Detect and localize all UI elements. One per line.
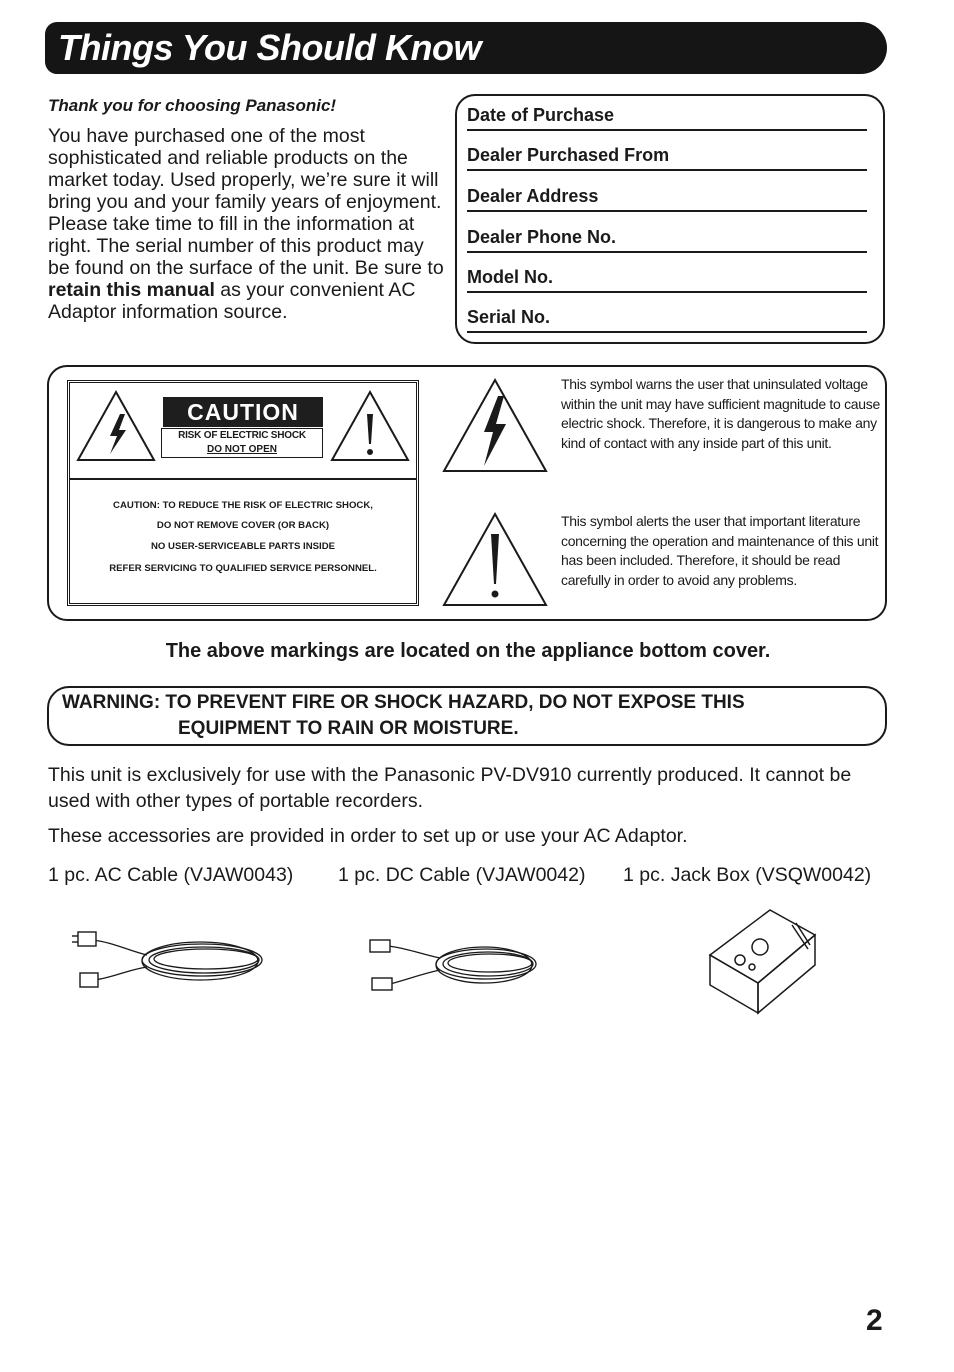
dealer-phone-field[interactable] [467, 224, 867, 253]
model-no-label: Model No. [467, 267, 553, 287]
date-of-purchase-label: Date of Purchase [467, 105, 615, 125]
serial-no-label: Serial No. [467, 307, 551, 327]
usage-paragraph: This unit is exclusively for use with the Panasonic PV-DV910 currently produced. It cannot be used with other types of portable recorders. [48, 764, 852, 812]
lightning-small-icon [74, 388, 158, 464]
accessory-ac-cable: 1 pc. AC Cable (VJAW0043) [48, 864, 294, 886]
warning-line-2: EQUIPMENT TO RAIN OR MOISTURE. [178, 718, 519, 739]
serial-no-field[interactable] [467, 304, 867, 333]
markings-location-note: The above markings are located on the appliance bottom cover. [165, 640, 771, 662]
date-of-purchase-field[interactable] [467, 102, 867, 131]
thank-you-heading: Thank you for choosing Panasonic! [48, 96, 337, 115]
jack-box-icon [700, 905, 820, 1020]
lightning-symbol-description: This symbol warns the user that uninsulated voltage within the unit may have sufficient magnitude to cause electric shock. Therefore, it is dangerous to make any kind of contact with any inside part of this unit. [561, 376, 880, 451]
model-no-field[interactable] [467, 264, 867, 293]
do-not-open-text: DO NOT OPEN [206, 444, 277, 455]
dealer-address-label: Dealer Address [467, 186, 599, 206]
dealer-purchased-from-label: Dealer Purchased From [467, 145, 670, 165]
warning-line-1: WARNING: TO PREVENT FIRE OR SHOCK HAZARD, DO NOT EXPOSE THIS [62, 692, 745, 713]
caution-text-line: REFER SERVICING TO QUALIFIED SERVICE PERSONNEL. [109, 563, 377, 574]
accessories-intro: These accessories are provided in order to set up or use your AC Adaptor. [48, 825, 688, 847]
risk-of-shock-text: RISK OF ELECTRIC SHOCK [178, 430, 306, 441]
intro-text-end: as your convenient AC Adaptor information source. [48, 279, 416, 323]
page-number: 2 [866, 1304, 883, 1337]
caution-text-line: CAUTION: TO REDUCE THE RISK OF ELECTRIC SHOCK, [113, 500, 373, 511]
intro-text: You have purchased one of the most sophisticated and reliable products on the market today. Used properly, we’re sure it will bring you and your family years of enjoyment. Please take time to fill in the information at right. The serial number of this product may be found on the surface of the unit. Be sure to [48, 125, 444, 279]
dealer-phone-label: Dealer Phone No. [467, 227, 617, 247]
intro-paragraph [48, 125, 448, 323]
dealer-purchased-from-field[interactable] [467, 142, 867, 171]
lightning-bolt-triangle-icon [440, 376, 550, 476]
intro-emphasis: retain this manual [48, 279, 215, 301]
ac-cable-icon [72, 920, 272, 1000]
exclamation-symbol-description: This symbol alerts the user that important literature concerning the operation and maintenance of this unit has been included. Therefore, it should be read carefully in order to avoid any problems. [561, 513, 879, 588]
dealer-address-field[interactable] [467, 183, 867, 212]
caution-label-divider [70, 478, 416, 480]
caution-text-line: NO USER-SERVICEABLE PARTS INSIDE [150, 541, 336, 552]
exclamation-triangle-icon [440, 510, 550, 610]
exclamation-small-icon [328, 388, 412, 464]
accessory-jack-box: 1 pc. Jack Box (VSQW0042) [623, 864, 872, 886]
dc-cable-icon [366, 926, 546, 1002]
caution-badge: CAUTION [163, 397, 323, 427]
page-title: Things You Should Know [58, 27, 481, 68]
accessory-dc-cable: 1 pc. DC Cable (VJAW0042) [338, 864, 586, 886]
caution-text-line: DO NOT REMOVE COVER (OR BACK) [156, 520, 330, 531]
